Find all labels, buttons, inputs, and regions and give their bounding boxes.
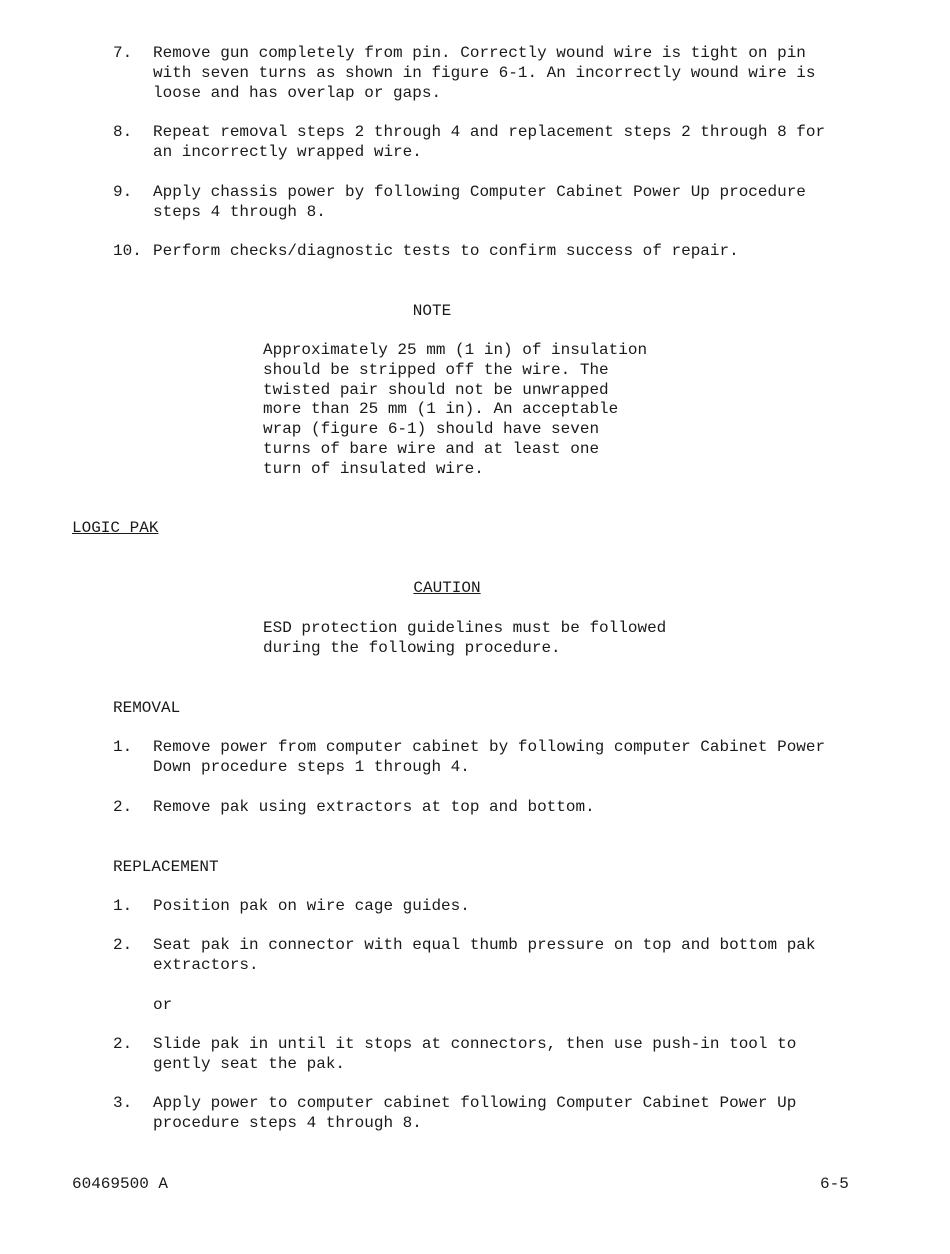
step-number: 3. xyxy=(113,1094,133,1112)
step-number: 2. xyxy=(113,936,133,954)
note-text: Approximately 25 mm (1 in) of insulation should be stripped off the wire. The twisted pair should not be unwrapped more than 25 mm (1 in). An acceptable wrap (figure 6-1) should have seven turns of bare wire and at least one turn of insulated wire. xyxy=(263,341,648,478)
step-number: 2. xyxy=(113,798,133,816)
step-text: Remove pak using extractors at top and bottom. xyxy=(153,798,595,816)
step-text: Apply power to computer cabinet following Computer Cabinet Power Up procedure steps 4 through 8. xyxy=(153,1094,797,1132)
step-number: 1. xyxy=(113,738,133,756)
step-text: Perform checks/diagnostic tests to confirm success of repair. xyxy=(153,242,739,260)
note-heading: NOTE xyxy=(412,302,452,320)
step-text: Remove power from computer cabinet by following computer Cabinet Power Down procedure steps 1 through 4. xyxy=(153,738,826,776)
step-text: Repeat removal steps 2 through 4 and replacement steps 2 through 8 for an incorrectly wrapped wire. xyxy=(153,123,826,161)
section-title: LOGIC PAK xyxy=(72,519,159,537)
doc-number: 60469500 A xyxy=(72,1175,169,1193)
caution-heading: CAUTION xyxy=(413,579,481,597)
step-text: Position pak on wire cage guides. xyxy=(153,897,470,915)
step-number: 7. xyxy=(113,44,133,62)
step-number: 1. xyxy=(113,897,133,915)
step-text: Remove gun completely from pin. Correctly wound wire is tight on pin with seven turns as shown in figure 6-1. An incorrectly wound wire is loose and has overlap or gaps. xyxy=(153,44,816,102)
step-number: 10. xyxy=(113,242,142,260)
caution-text: ESD protection guidelines must be followed during the following procedure. xyxy=(263,619,667,657)
replacement-heading: REPLACEMENT xyxy=(113,858,219,876)
step-number: 9. xyxy=(113,183,133,201)
step-number: 8. xyxy=(113,123,133,141)
removal-heading: REMOVAL xyxy=(113,699,181,717)
step-text: Slide pak in until it stops at connectors, then use push-in tool to gently seat the pak. xyxy=(153,1035,797,1073)
page-number: 6-5 xyxy=(820,1175,849,1193)
or-separator: or xyxy=(153,996,173,1014)
step-number: 2. xyxy=(113,1035,133,1053)
step-text: Seat pak in connector with equal thumb pressure on top and bottom pak extractors. xyxy=(153,936,816,974)
step-text: Apply chassis power by following Computer Cabinet Power Up procedure steps 4 through 8. xyxy=(153,183,806,221)
